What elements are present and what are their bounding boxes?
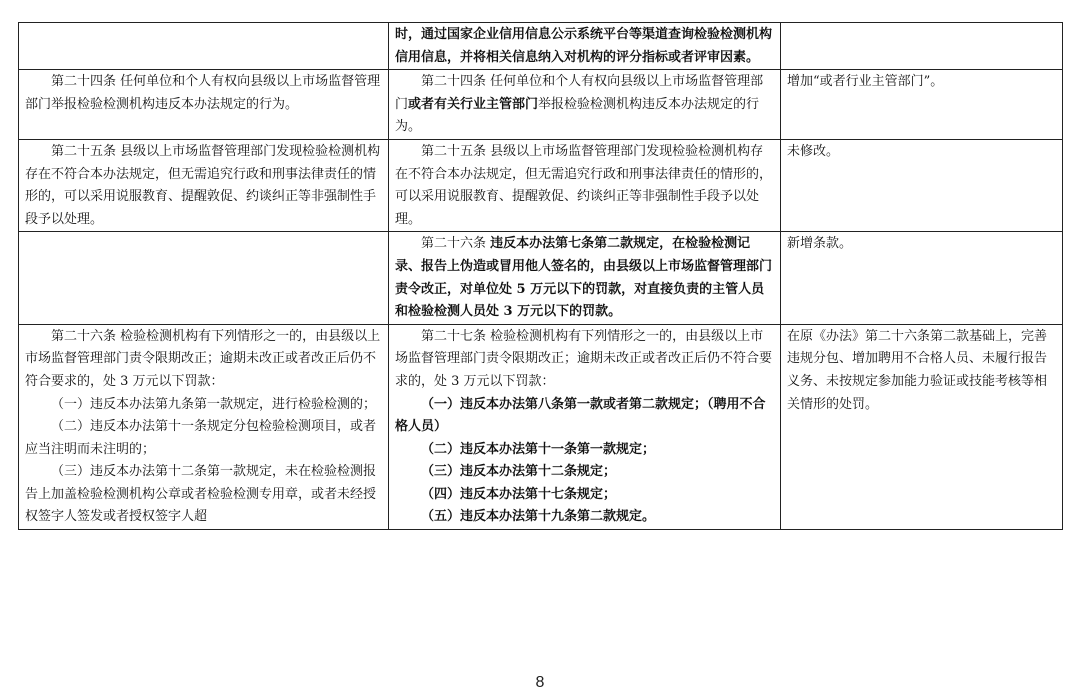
note-cell [781,70,1063,140]
cell-text: 未修改。 [787,143,840,159]
cell-paragraph [787,326,1056,416]
revised-text-cell [389,23,781,70]
cell-text: 违反本办法第七条第二款规定，在检验检测记录、报告上伪造或冒用他人签名的，由县级以上市场监督管理部门责令改正，对单位处 5 万元以下的罚款，对直接负责的主管人员和检验检测人员处 3 万元以下的罚款。 [395,236,773,320]
cell-paragraph [25,461,382,529]
original-text-cell [19,70,389,140]
cell-text: 时，通过国家企业信用信息公示系统平台等渠道查询检验检测机构信用信息，并将相关信息纳入对机构的评分指标或者评审因素。 [395,27,773,65]
table-body [19,23,1063,530]
cell-text: 第二十七条 检验检测机构有下列情形之一的，由县级以上市场监督管理部门责令限期改正；逾期未改正或者改正后仍不符合要求的，处 3 万元以下罚款： [395,328,773,389]
cell-text: 新增条款。 [787,236,853,252]
cell-paragraph [25,141,382,231]
note-cell [781,232,1063,324]
cell-paragraph [395,461,774,484]
cell-paragraph [395,326,774,394]
revised-text-cell [389,70,781,140]
original-text-cell [19,23,389,70]
note-cell [781,139,1063,231]
cell-text: 第二十五条 县级以上市场监督管理部门发现检验检测机构存在不符合本办法规定，但无需追究行政和刑事法律责任的情形的，可以采用说服教育、提醒敦促、约谈纠正等非强制性手段予以处理。 [25,143,381,227]
cell-paragraph [787,141,1056,164]
cell-paragraph [25,394,382,417]
cell-text: （三）违反本办法第十二条规定； [421,464,617,480]
cell-paragraph [787,233,1056,256]
cell-text: 增加“或者行业主管部门”。 [787,74,944,90]
cell-paragraph [395,233,774,323]
cell-text: 第二十六条 检验检测机构有下列情形之一的，由县级以上市场监督管理部门责令限期改正；逾期未改正或者改正后仍不符合要求的，处 3 万元以下罚款： [25,328,381,389]
comparison-table [18,22,1063,530]
original-text-cell [19,232,389,324]
cell-paragraph [395,506,774,529]
cell-text: 在原《办法》第二十六条第二款基础上，完善违规分包、增加聘用不合格人员、未履行报告义务、未按规定参加能力验证或技能考核等相关情形的处罚。 [787,328,1048,412]
cell-text: 举报检验检测机构违反本办法规定的行为。 [395,96,760,135]
table-row [19,232,1063,324]
cell-text: （二）违反本办法第十一条规定分包检验检测项目，或者应当注明而未注明的； [25,419,377,457]
cell-text: 第二十四条 任何单位和个人有权向县级以上市场监督管理部门举报检验检测机构违反本办法规定的行为。 [25,74,381,112]
cell-paragraph [395,24,774,69]
cell-paragraph [25,71,382,116]
cell-text: （四）违反本办法第十七条规定； [421,486,617,502]
cell-text: 或者有关行业主管部门 [408,96,539,112]
cell-text: （一）违反本办法第九条第一款规定，进行检验检测的； [51,396,377,412]
cell-text: （三）违反本办法第十二条第一款规定，未在检验检测报告上加盖检验检测机构公章或者检验检测专用章，或者未经授权签字人签发或者授权签字人超 [25,464,377,525]
cell-paragraph [395,141,774,231]
note-cell [781,324,1063,529]
cell-paragraph [25,416,382,461]
table-row [19,139,1063,231]
cell-text: （五）违反本办法第十九条第二款规定。 [421,509,656,525]
cell-paragraph [395,394,774,439]
cell-paragraph [787,71,1056,94]
cell-text: 第二十六条 [421,236,491,252]
cell-paragraph [395,71,774,139]
table-row [19,70,1063,140]
cell-text: 第二十五条 县级以上市场监督管理部门发现检验检测机构存在不符合本办法规定，但无需追究行政和刑事法律责任的情形的，可以采用说服教育、提醒敦促、约谈纠正等非强制性手段予以处理。 [395,143,773,227]
page-number: 8 [535,674,545,691]
cell-text: 第二十四条 任何单位和个人有权向县级以上市场监督管理部门 [395,74,764,112]
revised-text-cell [389,232,781,324]
cell-text: （二）违反本办法第十一条第一款规定； [421,441,656,457]
cell-paragraph [395,439,774,462]
table-row [19,324,1063,529]
original-text-cell [19,139,389,231]
table-row [19,23,1063,70]
cell-text: （一）违反本办法第八条第一款或者第二款规定；（聘用不合格人员） [395,396,766,435]
revised-text-cell [389,324,781,529]
original-text-cell [19,324,389,529]
cell-paragraph [395,484,774,507]
cell-paragraph [25,326,382,394]
note-cell [781,23,1063,70]
revised-text-cell [389,139,781,231]
